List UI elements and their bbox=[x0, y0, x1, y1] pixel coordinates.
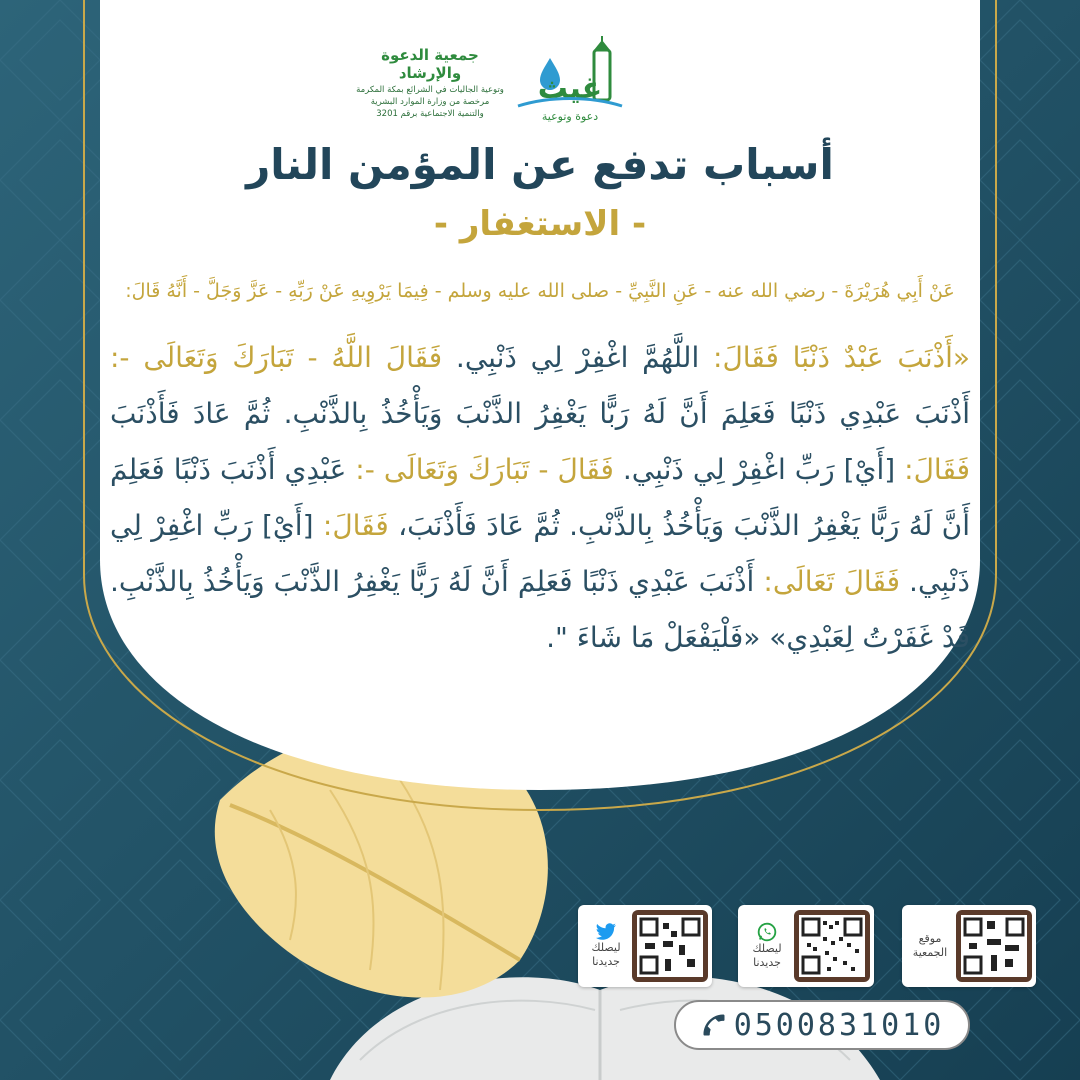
qr-label-line: جديدنا bbox=[592, 955, 620, 968]
org-subtitle-line: والتنمية الاجتماعية برقم 3201 bbox=[376, 109, 484, 119]
phone-pill[interactable] bbox=[674, 1000, 970, 1050]
qr-card-website[interactable] bbox=[902, 905, 1036, 987]
hadith-segment: فَقَالَ: bbox=[895, 453, 971, 486]
hadith-segment: فَقَالَ اللَّهُ - تَبَارَكَ وَتَعَالَى -: bbox=[110, 341, 443, 374]
qr-code-icon bbox=[637, 915, 703, 977]
qr-card-twitter[interactable] bbox=[578, 905, 712, 987]
qr-code[interactable] bbox=[794, 910, 870, 982]
hadith-segment: [أَيْ] رَبِّ اغْفِرْ لِي ذَنْبِي. bbox=[110, 509, 970, 598]
qr-label-line: ليصلك bbox=[752, 942, 782, 955]
hadith-segment: [أَيْ] رَبِّ اغْفِرْ لِي ذَنْبِي. bbox=[613, 453, 896, 486]
qr-label-line: ليصلك bbox=[591, 941, 621, 954]
qr-card-whatsapp[interactable] bbox=[738, 905, 874, 987]
phone-number: 0500831010 bbox=[733, 1007, 945, 1043]
twitter-icon bbox=[595, 923, 617, 941]
logo-tagline: دعوة وتوعية bbox=[541, 110, 599, 123]
qr-code[interactable] bbox=[632, 910, 708, 982]
hadith-segment: فَقَالَ تَعَالَى: bbox=[754, 565, 900, 598]
ghaith-logo-icon bbox=[510, 36, 630, 126]
hadith-intro: عَنْ أَبِي هُرَيْرَةَ - رضي الله عنه - عَنِ النَّبِيِّ - صلى الله عليه وسلم - فِيمَا يَرْوِيهِ عَنْ رَبِّهِ - عَزَّ وَجَلَّ - أَنَّهُ قَالَ: bbox=[125, 280, 955, 302]
logo-text-block bbox=[350, 46, 510, 120]
logo-word: غيث bbox=[537, 71, 603, 106]
org-subtitle-line: وتوعية الجاليات في الشرائع بمكة المكرمة bbox=[356, 85, 504, 95]
qr-label-line: الجمعية bbox=[912, 946, 948, 959]
qr-label-line: موقع bbox=[918, 932, 942, 945]
hadith-segment: أَذْنَبَ عَبْدِي ذَنْبًا فَعَلِمَ أَنَّ لَهُ رَبًّا يَغْفِرُ الذَّنْبَ وَيَأْخُذُ بِالذَّنْبِ. قَدْ غَفَرْتُ لِعَبْدِي» «فَلْيَفْعَلْ مَا شَاءَ ". bbox=[110, 565, 970, 654]
qr-label bbox=[906, 905, 954, 987]
qr-code[interactable] bbox=[956, 910, 1032, 982]
page-title: أسباب تدفع عن المؤمن النار bbox=[246, 140, 834, 189]
hadith-segment: فَقَالَ - تَبَارَكَ وَتَعَالَى -: bbox=[346, 453, 614, 486]
hadith-segment: «أَذْنَبَ عَبْدٌ ذَنْبًا فَقَالَ: bbox=[699, 341, 970, 374]
hadith-segment: أَذْنَبَ عَبْدِي ذَنْبًا فَعَلِمَ أَنَّ لَهُ رَبًّا يَغْفِرُ الذَّنْبَ وَيَأْخُذُ بِالذَّنْبِ. ثُمَّ عَادَ فَأَذْنَبَ bbox=[110, 397, 970, 430]
hadith-text bbox=[110, 330, 970, 666]
page-subtitle: - الاستغفار - bbox=[433, 204, 647, 244]
organization-logo bbox=[350, 36, 740, 126]
hadith-segment: فَقَالَ: bbox=[313, 509, 389, 542]
hadith-segment: اللَّهُمَّ اغْفِرْ لِي ذَنْبِي. bbox=[442, 341, 700, 374]
qr-label bbox=[582, 905, 630, 987]
qr-code-icon bbox=[961, 915, 1027, 977]
org-name: جمعية الدعوة والإرشاد bbox=[381, 46, 479, 82]
whatsapp-icon bbox=[757, 922, 777, 942]
qr-label-line: جديدنا bbox=[753, 956, 781, 969]
phone-icon bbox=[700, 1011, 728, 1039]
hadith-segment: عَبْدِي أَذْنَبَ ذَنْبًا فَعَلِمَ أَنَّ لَهُ رَبًّا يَغْفِرُ الذَّنْبَ وَيَأْخُذُ بِالذَّنْبِ. ثُمَّ عَادَ فَأَذْنَبَ، bbox=[110, 453, 970, 542]
qr-label bbox=[742, 905, 792, 987]
org-subtitle-line: مرخصة من وزارة الموارد البشرية bbox=[370, 97, 490, 107]
org-subtitle bbox=[350, 84, 510, 120]
qr-code-icon bbox=[799, 915, 865, 977]
main-content bbox=[100, 0, 980, 760]
